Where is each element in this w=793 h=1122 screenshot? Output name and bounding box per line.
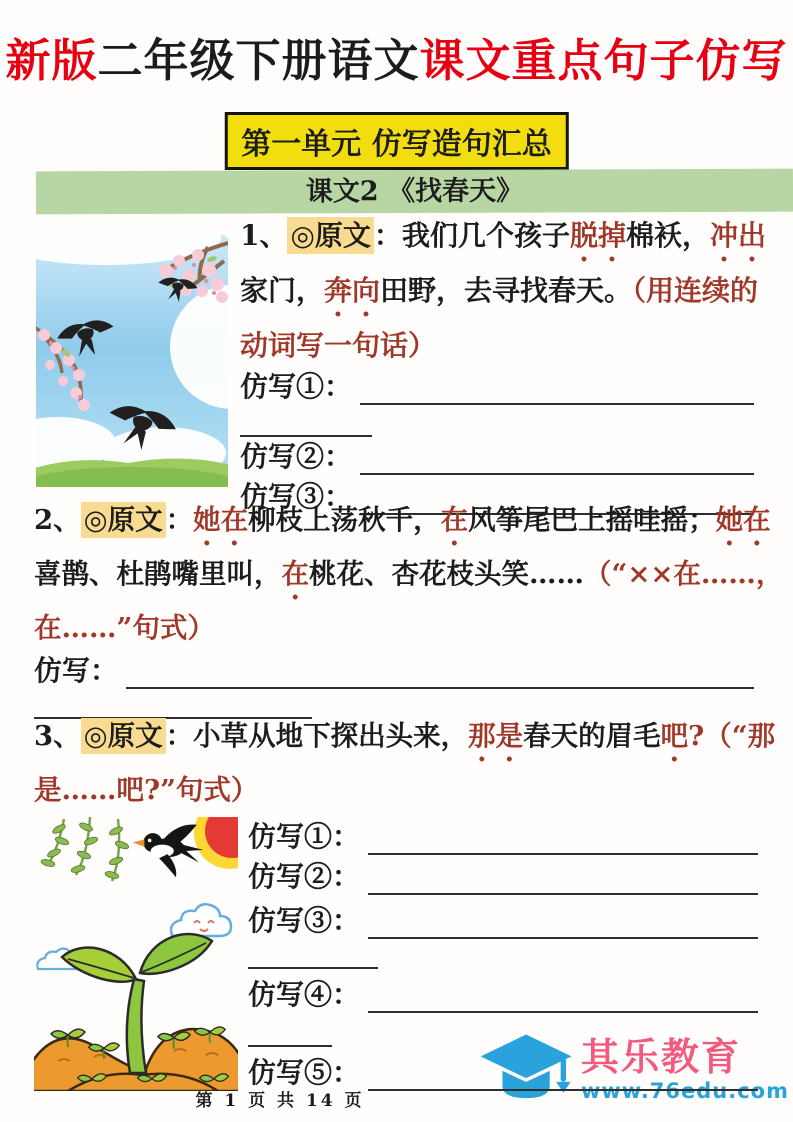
original-text-2 [34,498,786,651]
willow-branch [40,817,129,881]
blank-line [248,967,378,969]
practice-label: 仿写②： [248,860,361,893]
text-run: 3、 [34,720,81,752]
text-run: （“那是……吧?”句式） [34,720,776,806]
text-run: 那是 [468,720,524,752]
blank-line [360,473,754,475]
text-run: 在 [281,558,309,590]
text-run: 春天的眉毛 [523,720,661,752]
practice-label: 仿写③： [240,480,353,513]
practice-label: 仿写③： [248,904,361,937]
text-run: 柳枝上荡秋千， [248,504,441,536]
blank-line [248,1045,332,1047]
publisher-name: 其乐教育 [580,1035,741,1080]
text-run: 冲出 [709,219,766,252]
practice-line [34,651,754,689]
text-run: （“××在……，在……”句式） [34,558,784,644]
text-run: 喜鹊、杜鹃嘴里叫， [34,558,282,590]
text-run: 我们几个孩子 [401,219,570,252]
practice-label: 仿写： [34,654,119,687]
blank-line [368,853,758,855]
text-run: 1、 [240,219,288,252]
lesson-banner: 课文2 《找春天》 [36,169,793,215]
text-run: ◎原文 [81,718,166,754]
cloud-icon [171,904,231,936]
text-run: 桃花、杏花枝头笑…… [309,558,584,590]
blank-line [126,687,754,689]
text-run: 课文重点句子仿写 [419,34,788,87]
text-run: ◎原文 [287,217,373,254]
section-3 [34,714,786,1091]
unit-banner: 第一单元 仿写造句汇总 [224,112,568,170]
text-run: 二年级下册语文 [97,34,420,87]
text-run: 她在 [193,504,249,536]
practice-line [240,437,754,475]
text-run: 小草从地下探出头来， [193,720,469,752]
practice-line [240,405,754,437]
blank-line [368,893,758,895]
text-run: 她在 [715,504,771,536]
text-run: ： [373,219,402,252]
text-run: ? [688,720,705,752]
blank-line [368,1089,758,1091]
text-run: 在 [440,504,469,536]
blank-line [368,1011,758,1013]
sun-icon [194,817,238,869]
practice-line [248,1013,758,1047]
practice-line [248,1047,758,1091]
practice-label: 仿写②： [240,440,353,473]
page-title [0,34,793,88]
text-run: ◎原文 [81,502,166,538]
page-number: 第 1 页 共 14 页 [195,1091,365,1111]
practice-label: 仿写①： [248,820,361,853]
publisher-url: www.76edu.com [580,1078,789,1103]
grass [36,458,228,487]
spring-sky-swallows-illustration [36,235,228,487]
practice-line [248,969,758,1013]
practice-label: 仿写④： [248,978,361,1011]
practice-line [248,817,758,855]
blank-line [360,403,754,405]
text-run: 2、 [34,504,81,536]
blank-line [368,937,758,939]
practice-line [248,855,758,895]
text-run: （用连续的动词写一句话） [240,274,759,362]
text-run: ： [165,504,194,536]
original-text-3 [34,714,786,813]
practice-label: 仿写①： [240,370,353,403]
text-run: 吧 [660,720,689,752]
text-run: 奔向 [324,274,381,307]
text-run: 风筝尾巴上摇哇摇； [468,504,716,536]
practice-label: 仿写⑤： [248,1056,361,1089]
swallow-icon [133,824,203,877]
text-run: 棉袄， [625,219,710,252]
section-2 [34,498,786,719]
original-text-1 [240,213,780,369]
section-1 [36,213,780,515]
text-run: 新版 [5,34,98,87]
text-run: ： [165,720,194,752]
practice-line [248,895,758,939]
text-run: 田野，去寻找春天。 [380,274,633,307]
text-run: 脱掉 [569,219,626,252]
sprout-soil-spring-illustration [34,817,238,1091]
text-run: 家门， [240,274,325,307]
practice-line [240,369,754,405]
practice-line [248,939,758,969]
